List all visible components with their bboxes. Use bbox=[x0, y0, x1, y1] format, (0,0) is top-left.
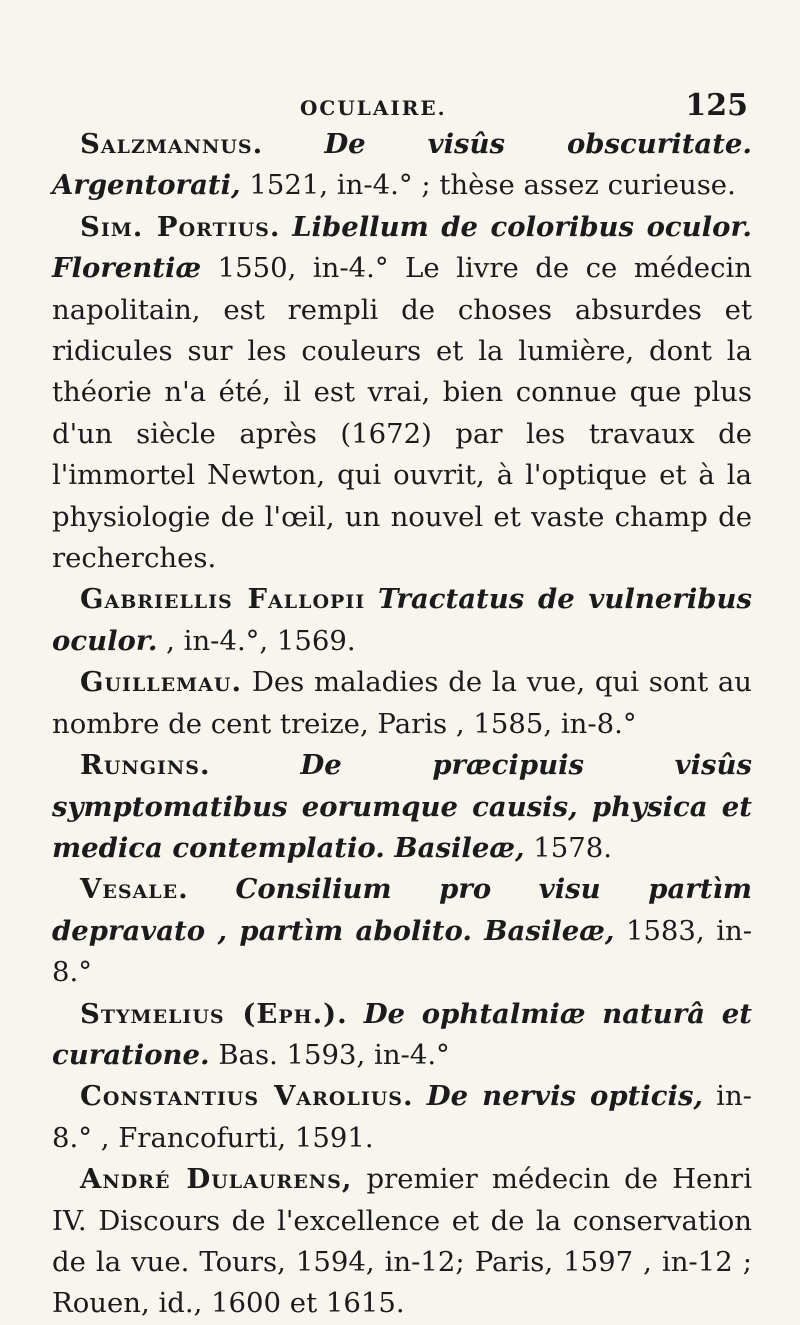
entry-title: De præcipuis visûs symptomatibus eorumque causis, physica et medica contemplatio. Basileæ, bbox=[52, 749, 752, 864]
entry-details: 1578. bbox=[524, 831, 613, 864]
entry-details: , in-4.°, 1569. bbox=[157, 624, 356, 657]
entry-author: Vesale. bbox=[80, 873, 189, 906]
entry-details: 1521, in-4.° ; thèse assez curieuse. bbox=[240, 169, 736, 202]
entry-author: André Dulaurens, bbox=[80, 1163, 353, 1196]
entry-details: 1583, in-8.° bbox=[52, 914, 752, 989]
entry-author: Constantius Varolius. bbox=[80, 1080, 414, 1113]
running-title: OCULAIRE. bbox=[300, 96, 447, 120]
page-number: 125 bbox=[685, 88, 748, 123]
entry-title: De visûs obscuritate. Argentorati, bbox=[52, 128, 752, 202]
entry-title: De nervis opticis, bbox=[426, 1080, 703, 1113]
entry-details: in-8.° , Francofurti, 1591. bbox=[52, 1080, 752, 1154]
entry-title: Consilium pro visu partìm depravato , partìm abolito. Basileæ, bbox=[52, 873, 752, 947]
entry-author: Stymelius (Eph.). bbox=[80, 997, 348, 1030]
entry-details: Bas. 1593, in-4.° bbox=[209, 1038, 450, 1071]
bibliography-entry bbox=[52, 1076, 752, 1159]
bibliography-entry bbox=[52, 207, 752, 580]
entry-title: Tractatus de vulneribus oculor. bbox=[52, 583, 752, 657]
bibliography-entry bbox=[52, 1159, 752, 1325]
bibliography-entry bbox=[52, 662, 752, 745]
bibliography-entry bbox=[52, 124, 752, 207]
entry-author: Salzmannus. bbox=[80, 128, 264, 160]
entry-details: premier médecin de Henri IV. Discours de l'excellence et de la conservation de la vue. Tours, 1594, in-12; Paris, 1597 , in-12 ; Rouen, id., 1600 et 1615. bbox=[52, 1163, 752, 1320]
bibliography-entry bbox=[52, 994, 752, 1077]
entry-author: Sim. Portius. bbox=[80, 210, 281, 243]
entry-details: Des maladies de la vue, qui sont au nombre de cent treize, Paris , 1585, in-8.° bbox=[52, 666, 752, 740]
bibliography-entry bbox=[52, 579, 752, 662]
entry-author: Rungins. bbox=[80, 749, 211, 782]
entry-title: Libellum de coloribus oculor. Florentiæ bbox=[52, 210, 752, 285]
bibliography-entry bbox=[52, 745, 752, 869]
entry-author: Gabriellis Fallopii bbox=[80, 583, 366, 616]
bibliography-entry bbox=[52, 869, 752, 993]
bibliography-list bbox=[52, 124, 752, 1325]
entry-author: Guillemau. bbox=[80, 666, 243, 699]
entry-title: De ophtalmiæ naturâ et curatione. bbox=[52, 997, 753, 1071]
entry-details: 1550, in-4.° Le livre de ce médecin napolitain, est rempli de choses absurdes et ridicules sur les couleurs et la lumière, dont la théorie n'a été, il est vrai, bien connue que plus d'un siècle après (1672) par les travaux de l'immortel Newton, qui ouvrit, à l'optique et à la physiologie de l'œil, un nouvel et vaste champ de recherches. bbox=[52, 252, 752, 575]
